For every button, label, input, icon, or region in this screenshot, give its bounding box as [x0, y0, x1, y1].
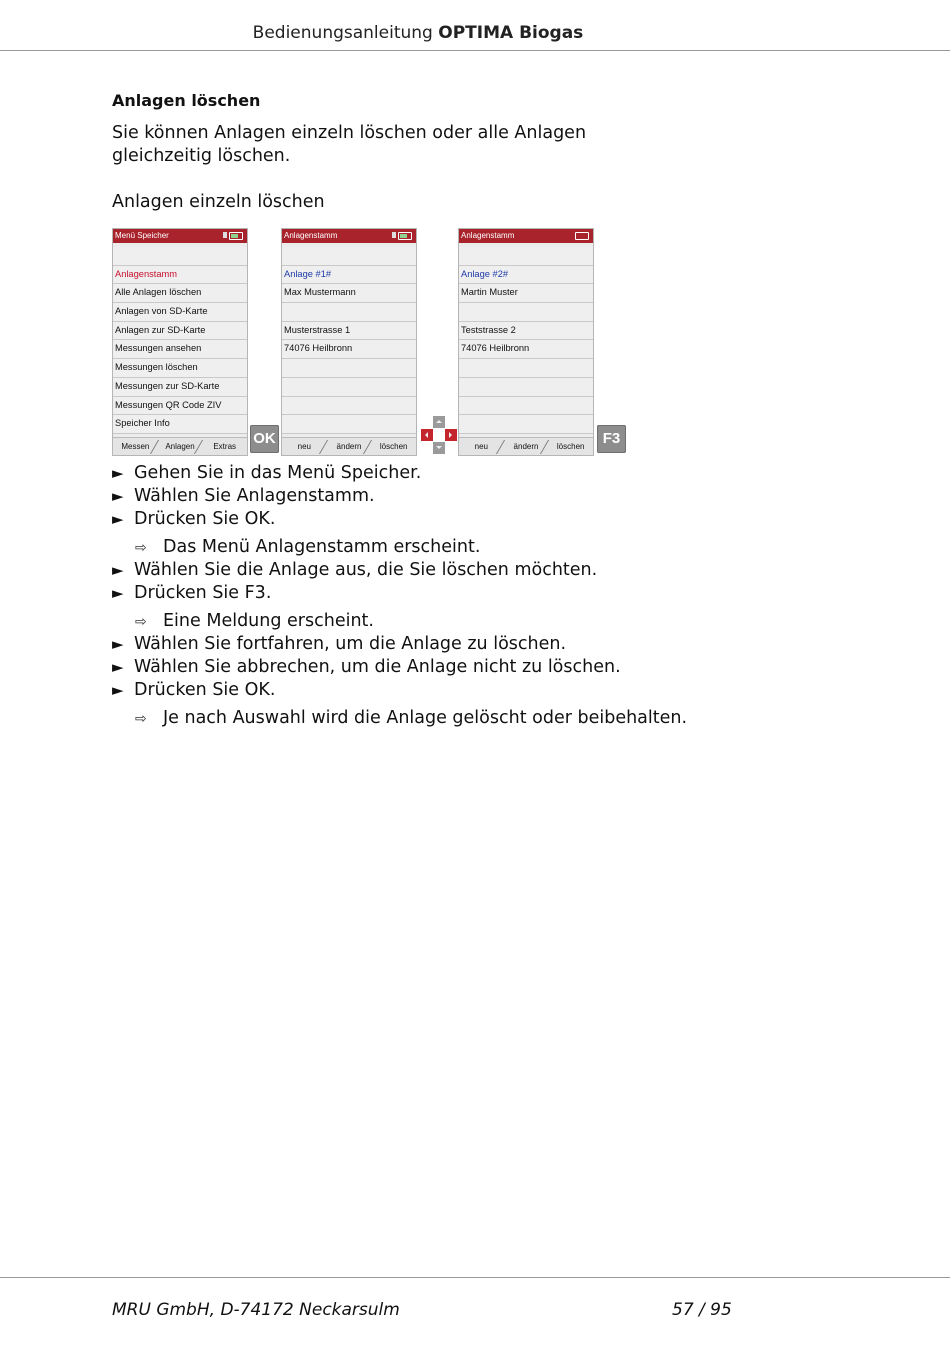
- screen-row: Martin Muster: [459, 284, 593, 303]
- softkey-neu[interactable]: neu: [474, 442, 489, 451]
- device-screen-menu-speicher: [112, 228, 248, 456]
- outline-arrow-right-icon: ⇨: [135, 540, 147, 556]
- step-item: ► Drücken Sie OK.: [112, 680, 276, 700]
- screen-row[interactable]: Anlagen von SD-Karte: [113, 303, 247, 322]
- softkey-messen[interactable]: Messen: [121, 442, 150, 451]
- screen-row: [282, 378, 416, 397]
- device-screen-anlage-2: [458, 228, 594, 456]
- screen-row: [459, 415, 593, 434]
- subheading: Anlagen einzeln löschen: [112, 192, 325, 212]
- header-title: [0, 23, 836, 43]
- page-header: [0, 0, 950, 51]
- footer-page-number: 57 / 95: [672, 1300, 732, 1320]
- screen-title: Menü Speicher: [115, 231, 169, 240]
- battery-icon: [575, 232, 589, 240]
- screen-row: [459, 247, 593, 266]
- screen-row[interactable]: Messungen ansehen: [113, 340, 247, 359]
- step-item: ► Gehen Sie in das Menü Speicher.: [112, 463, 422, 483]
- softkey-bar: [113, 437, 247, 455]
- outline-arrow-right-icon: ⇨: [135, 614, 147, 630]
- screen-row-anlage-id[interactable]: Anlage #2#: [459, 266, 593, 285]
- screen-row[interactable]: Anlagen zur SD-Karte: [113, 322, 247, 341]
- screen-title: Anlagenstamm: [284, 231, 338, 240]
- softkey-loeschen[interactable]: löschen: [371, 438, 416, 455]
- step-result: ⇨ Eine Meldung erscheint.: [112, 610, 732, 633]
- header-title-product: OPTIMA Biogas: [438, 23, 584, 43]
- screen-row[interactable]: Messungen QR Code ZIV: [113, 397, 247, 416]
- screen-row: Max Mustermann: [282, 284, 416, 303]
- page-footer: [0, 1277, 950, 1345]
- step-item: ► Wählen Sie die Anlage aus, die Sie löschen möchten.: [112, 560, 598, 580]
- section-heading: Anlagen löschen: [112, 91, 261, 110]
- step-result: ⇨ Je nach Auswahl wird die Anlage gelöscht oder beibehalten.: [112, 707, 732, 730]
- softkey-anlagen[interactable]: Anlagen: [158, 438, 203, 455]
- header-title-prefix: Bedienungsanleitung: [252, 23, 433, 43]
- lock-icon: [223, 232, 227, 238]
- screen-row: [459, 378, 593, 397]
- triangle-right-icon: ►: [112, 584, 124, 602]
- screen-row-anlagenstamm[interactable]: Anlagenstamm: [113, 266, 247, 285]
- screen-titlebar: [113, 229, 247, 243]
- arrow-left-icon[interactable]: [421, 429, 433, 441]
- triangle-right-icon: ►: [112, 510, 124, 528]
- outline-arrow-right-icon: ⇨: [135, 711, 147, 727]
- footer-company: MRU GmbH, D-74172 Neckarsulm: [112, 1300, 400, 1320]
- softkey-neu[interactable]: neu: [297, 442, 312, 451]
- device-screen-anlage-1: [281, 228, 417, 456]
- screen-row-anlage-id[interactable]: Anlage #1#: [282, 266, 416, 285]
- screen-row: Musterstrasse 1: [282, 322, 416, 341]
- triangle-right-icon: ►: [112, 658, 124, 676]
- triangle-right-icon: ►: [112, 561, 124, 579]
- step-result: ⇨ Das Menü Anlagenstamm erscheint.: [112, 536, 732, 559]
- arrow-up-icon[interactable]: [433, 416, 445, 428]
- screen-row[interactable]: Speicher Info: [113, 415, 247, 434]
- screen-row[interactable]: Messungen löschen: [113, 359, 247, 378]
- lock-icon: [392, 232, 396, 238]
- softkey-bar: [282, 437, 416, 455]
- step-item: ► Drücken Sie OK.: [112, 509, 276, 529]
- step-item: ► Wählen Sie abbrechen, um die Anlage nicht zu löschen.: [112, 657, 621, 677]
- navigation-pad: [421, 416, 457, 454]
- screen-row: [282, 247, 416, 266]
- battery-icon: [398, 232, 412, 240]
- softkey-aendern[interactable]: ändern: [327, 438, 372, 455]
- step-item: ► Wählen Sie Anlagenstamm.: [112, 486, 375, 506]
- softkey-bar: [459, 437, 593, 455]
- arrow-right-icon[interactable]: [445, 429, 457, 441]
- screen-row: [459, 303, 593, 322]
- triangle-right-icon: ►: [112, 681, 124, 699]
- battery-icon: [229, 232, 243, 240]
- screen-row: [282, 397, 416, 416]
- screen-row: [459, 359, 593, 378]
- softkey-loeschen[interactable]: löschen: [548, 438, 593, 455]
- screen-title: Anlagenstamm: [461, 231, 515, 240]
- f3-key[interactable]: F3: [597, 425, 626, 453]
- screen-row: 74076 Heilbronn: [282, 340, 416, 359]
- step-item: ► Wählen Sie fortfahren, um die Anlage zu löschen.: [112, 634, 567, 654]
- intro-paragraph: Sie können Anlagen einzeln löschen oder alle Anlagen gleichzeitig löschen.: [112, 123, 587, 166]
- screen-row: [113, 247, 247, 266]
- screen-row: 74076 Heilbronn: [459, 340, 593, 359]
- softkey-aendern[interactable]: ändern: [504, 438, 549, 455]
- screen-row: [282, 303, 416, 322]
- screen-row[interactable]: Messungen zur SD-Karte: [113, 378, 247, 397]
- triangle-right-icon: ►: [112, 464, 124, 482]
- screen-row: [282, 359, 416, 378]
- step-item: ► Drücken Sie F3.: [112, 583, 272, 603]
- screen-row[interactable]: Alle Anlagen löschen: [113, 284, 247, 303]
- screen-row: Teststrasse 2: [459, 322, 593, 341]
- screen-titlebar: [459, 229, 593, 243]
- ok-key[interactable]: OK: [250, 425, 279, 453]
- triangle-right-icon: ►: [112, 487, 124, 505]
- screen-titlebar: [282, 229, 416, 243]
- triangle-right-icon: ►: [112, 635, 124, 653]
- arrow-down-icon[interactable]: [433, 442, 445, 454]
- screen-row: [459, 397, 593, 416]
- instruction-steps: [112, 462, 732, 730]
- screen-row: [282, 415, 416, 434]
- softkey-extras[interactable]: Extras: [202, 438, 247, 455]
